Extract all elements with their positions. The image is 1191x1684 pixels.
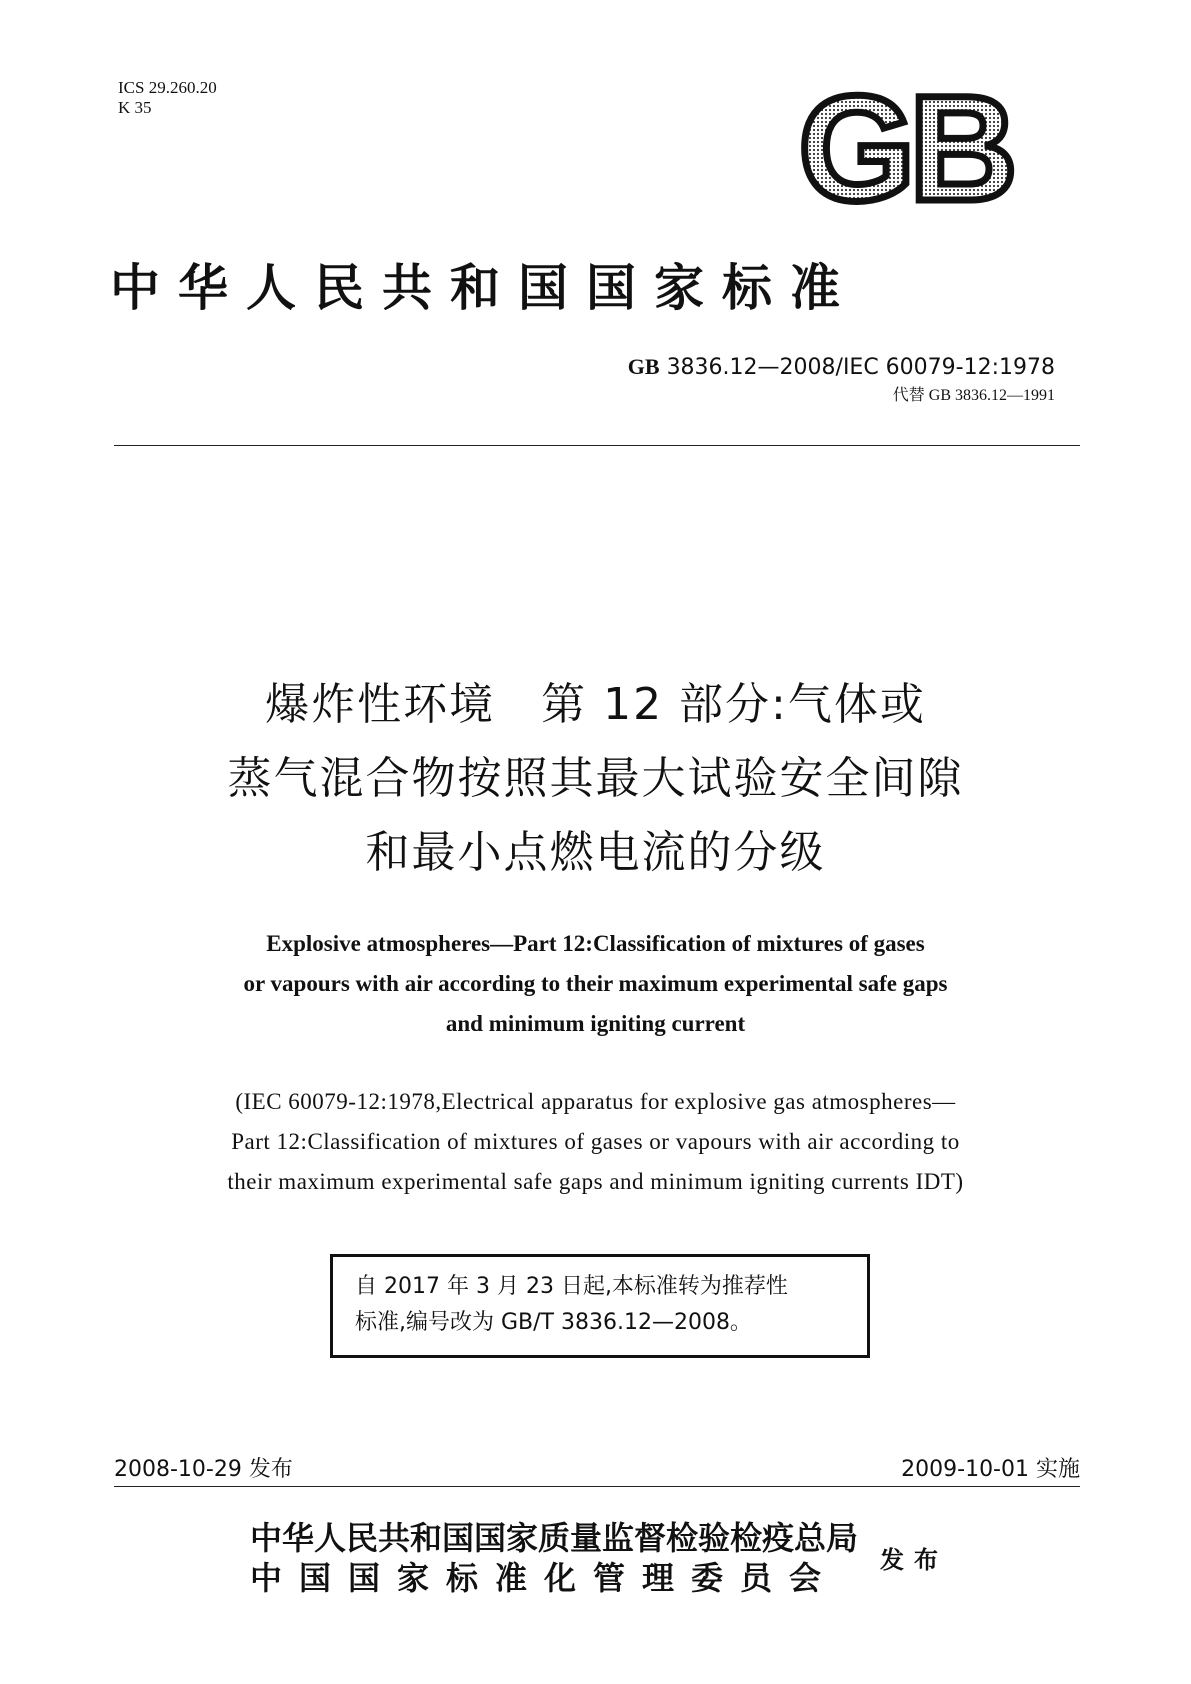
chinese-title-line: 蒸气混合物按照其最大试验安全间隙 xyxy=(227,753,964,804)
standard-prefix: GB xyxy=(627,354,660,379)
idt-line: (IEC 60079-12:1978,Electrical apparatus for explosive gas atmospheres— xyxy=(235,1089,956,1114)
english-title-line: and minimum igniting current xyxy=(445,1011,746,1036)
notice-line: 标准,编号改为 GB/T 3836.12—2008。 xyxy=(355,1310,752,1335)
english-title-line: Explosive atmospheres—Part 12:Classification of mixtures of gases xyxy=(266,931,925,956)
issuing-authorities xyxy=(250,1518,858,1598)
chinese-title-line: 爆炸性环境 第 12 部分:气体或 xyxy=(265,679,926,730)
replaces-standard: 代替 GB 3836.12—1991 xyxy=(892,387,1055,404)
notice-line: 自 2017 年 3 月 23 日起,本标准转为推荐性 xyxy=(355,1274,788,1299)
idt-line: their maximum experimental safe gaps and minimum igniting currents IDT) xyxy=(227,1169,964,1194)
ics-code: ICS 29.260.20 xyxy=(118,78,217,97)
english-title xyxy=(0,924,1191,1044)
standard-number xyxy=(628,354,1055,380)
idt-reference xyxy=(0,1082,1191,1202)
idt-line: Part 12:Classification of mixtures of gases or vapours with air according to xyxy=(231,1129,960,1154)
issuer-line: 中国国家标准化管理委员会 xyxy=(250,1559,839,1597)
chinese-title-line: 和最小点燃电流的分级 xyxy=(365,827,826,878)
standard-code: 3836.12—2008/IEC 60079-12:1978 xyxy=(666,355,1055,380)
notice-box xyxy=(330,1254,870,1358)
issuer-line: 中华人民共和国国家质量监督检验检疫总局 xyxy=(250,1519,859,1557)
publish-label: 发布 xyxy=(880,1545,948,1574)
main-title: 中华人民共和国国家标准 xyxy=(110,258,858,317)
issue-date: 2008-10-29 发布 xyxy=(114,1457,293,1482)
english-title-line: or vapours with air according to their maximum experimental safe gaps xyxy=(243,971,948,996)
bottom-divider xyxy=(114,1486,1080,1487)
top-divider xyxy=(114,445,1080,446)
svg-text:GB: GB xyxy=(798,84,1012,214)
notice-text xyxy=(355,1269,788,1341)
effective-date: 2009-10-01 实施 xyxy=(901,1457,1080,1482)
ccs-code: K 35 xyxy=(118,98,152,117)
gb-logo xyxy=(780,84,1030,214)
classification-codes xyxy=(118,78,217,118)
chinese-title xyxy=(0,668,1191,890)
